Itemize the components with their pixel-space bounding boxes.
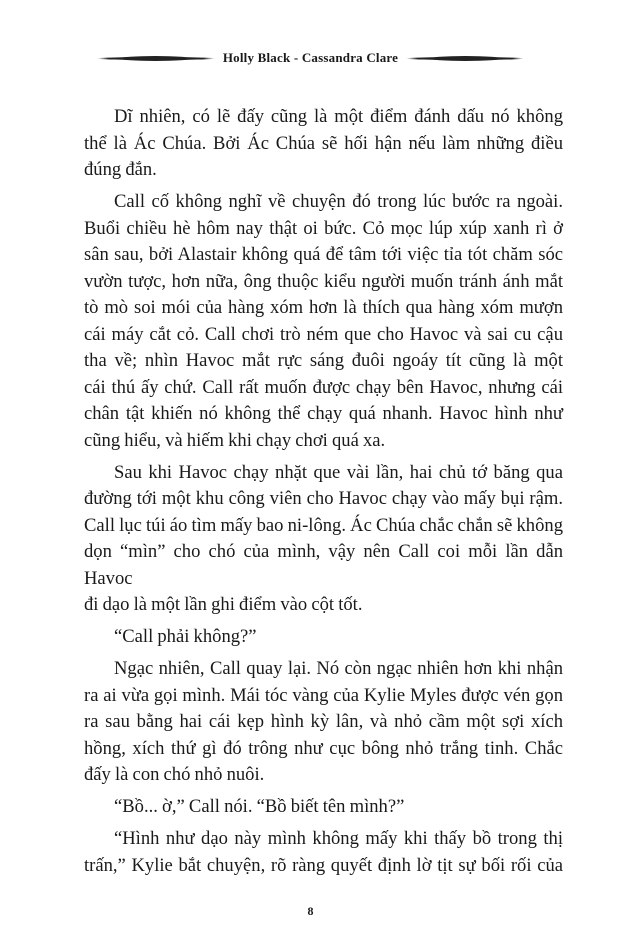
paragraph	[84, 826, 563, 879]
text-line: Buổi chiều hè hôm nay thật oi bức. Cỏ mọc lúp xúp xanh rì ở	[84, 217, 563, 239]
page-number: 8	[307, 904, 314, 918]
text-line: dọn “mìn” cho chó của mình, vậy nên Call coi mỗi lần dẫn Havoc	[84, 541, 563, 589]
header-ornament-right	[406, 57, 524, 60]
paragraph	[84, 104, 563, 184]
paragraph	[84, 656, 563, 789]
paragraph	[84, 794, 563, 821]
text-line: đi dạo là một lần ghi điểm vào cột tốt.	[84, 594, 363, 615]
paragraph	[84, 460, 563, 619]
text-line: Call cố không nghĩ về chuyện đó trong lúc bước ra ngoài.	[114, 191, 563, 212]
header-ornament-left	[97, 57, 215, 60]
text-line: Dĩ nhiên, có lẽ đấy cũng là một điểm đánh dấu nó không	[114, 106, 563, 127]
text-line: tha về; nhìn Havoc mắt rực sáng đuôi ngoáy tít cũng là một	[84, 350, 563, 371]
text-line: ra ai vừa gọi mình. Mái tóc vàng của Kylie Myles được vén gọn	[84, 684, 563, 706]
text-line: trấn,” Kylie bắt chuyện, rõ ràng quyết định lờ tịt sự bối rối của	[84, 854, 563, 876]
text-line: ra sau bằng hai cái kẹp hình kỳ lân, và nhỏ cầm một sợi xích	[84, 711, 563, 732]
paragraph	[84, 189, 563, 454]
text-line: “Bồ... ờ,” Call nói. “Bồ biết tên mình?”	[114, 796, 405, 817]
text-line: cũng hiểu, và hiếm khi chạy chơi quá xa.	[84, 429, 386, 451]
text-line: Sau khi Havoc chạy nhặt que vài lần, hai chủ tớ băng qua	[114, 461, 563, 483]
text-line: chân tật khiến nó không thể chạy quá nhanh. Havoc hình như	[84, 403, 563, 424]
text-line: “Call phải không?”	[114, 626, 257, 647]
text-line: thể là Ác Chúa. Bởi Ác Chúa sẽ hối hận nếu làm những điều	[84, 132, 563, 154]
body-text	[84, 104, 563, 879]
text-line: Call lục túi áo tìm mấy bao ni-lông. Ác Chúa chắc chắn sẽ không	[84, 514, 563, 536]
text-line: cái thú ấy chứ. Call rất muốn được chạy bên Havoc, nhưng cái	[84, 376, 563, 398]
text-line: tò mò soi mói của hàng xóm hơn là thích qua hàng xóm mượn	[84, 297, 563, 318]
running-header	[0, 0, 621, 68]
text-line: Ngạc nhiên, Call quay lại. Nó còn ngạc nhiên hơn khi nhận	[114, 658, 563, 679]
text-line: hồng, xích thứ gì đó trông như cục bông nhỏ trắng tinh. Chắc	[84, 737, 563, 759]
text-line: đấy là con chó nhỏ nuôi.	[84, 764, 265, 785]
text-line: cái máy cắt cỏ. Call chơi trò ném que cho Havoc và sai cu cậu	[84, 323, 563, 345]
text-line: đường tới một khu công viên cho Havoc chạy vào mấy bụi rậm.	[84, 488, 563, 509]
text-line: đúng đắn.	[84, 159, 157, 180]
header-title: Holly Black - Cassandra Clare	[222, 50, 399, 65]
paragraph	[84, 624, 563, 651]
text-line: “Hình như dạo này mình không mấy khi thấy bồ trong thị	[114, 828, 563, 849]
text-line: vườn tược, hơn nữa, ông thuộc kiểu người muốn tránh ánh mắt	[84, 270, 563, 292]
text-line: sân sau, bởi Alastair không quá để tâm tới việc tỉa tót chăm sóc	[84, 244, 563, 265]
